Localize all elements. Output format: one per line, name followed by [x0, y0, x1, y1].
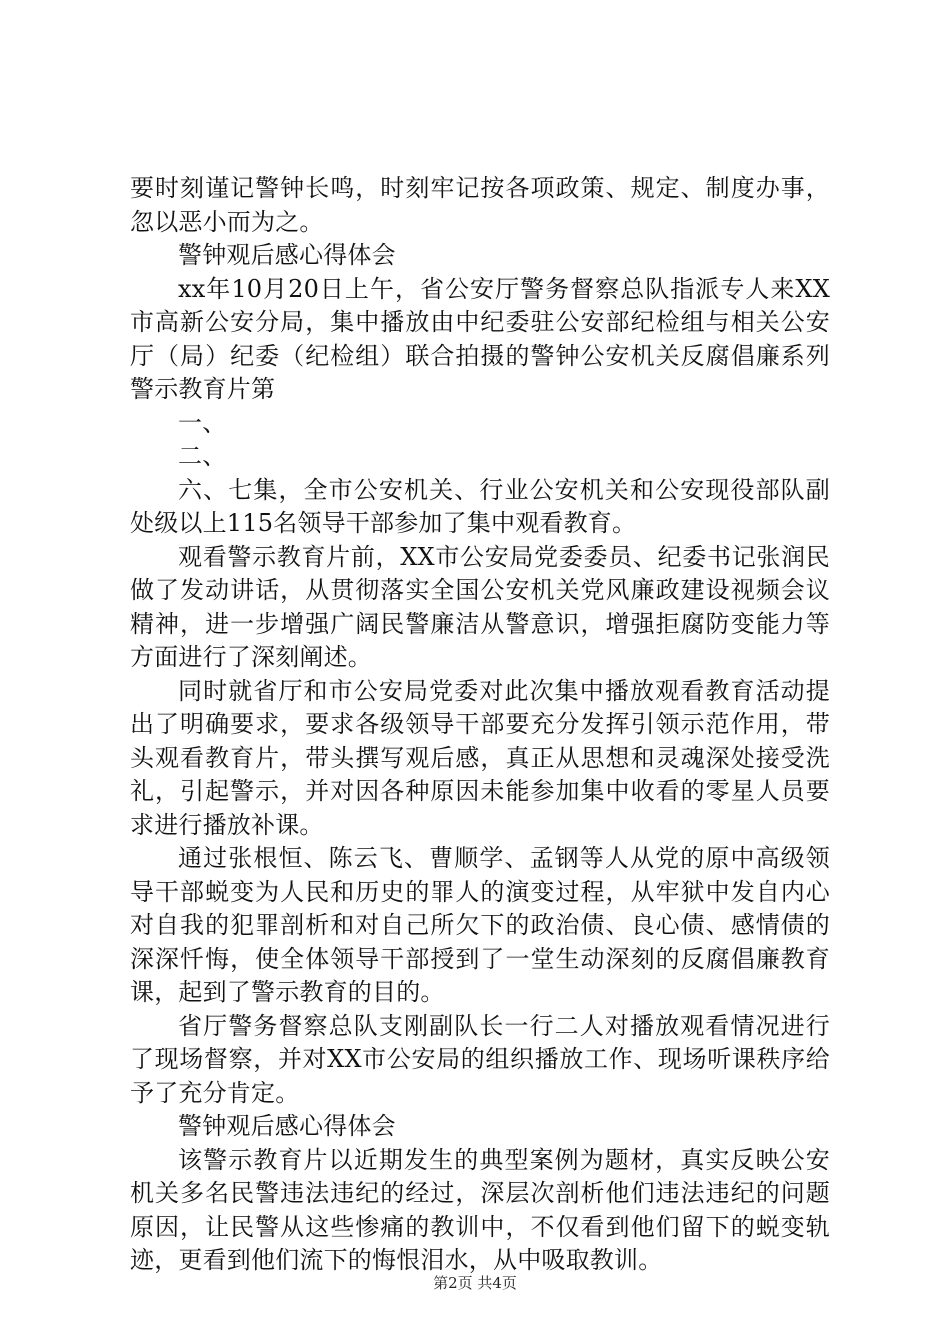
- paragraph-9: 通过张根恒、陈云飞、曹顺学、孟钢等人从党的原中高级领导干部蜕变为人民和历史的罪人的演变过程，从牢狱中发自内心对自我的犯罪剖析和对自己所欠下的政治债、良心债、感情债的深深忏悔，使全体领导干部授到了一堂生动深刻的反腐倡廉教育课，起到了警示教育的目的。: [130, 844, 830, 1006]
- paragraph-10: 省厅警务督察总队支刚副队长一行二人对播放观看情况进行了现场督察，并对XX市公安局的组织播放工作、现场听课秩序给予了充分肯定。: [130, 1011, 830, 1107]
- paragraph-5: 二、: [178, 442, 227, 470]
- paragraph-1: 要时刻谨记警钟长鸣，时刻牢记按各项政策、规定、制度办事，忽以恶小而为之。: [130, 174, 830, 236]
- page-footer: 第2页 共4页: [433, 1274, 517, 1292]
- paragraph-4: 一、: [178, 408, 227, 437]
- document-body: [130, 172, 830, 1278]
- section-heading-2: 警钟观后感心得体会: [178, 1112, 396, 1140]
- paragraph-12: 该警示教育片以近期发生的典型案例为题材，真实反映公安机关多名民警违法违纪的经过，深层次剖析他们违法违纪的问题原因，让民警从这些惨痛的教训中，不仅看到他们留下的蜕变轨迹，更看到他们流下的悔恨泪水，从中吸取教训。: [130, 1145, 830, 1274]
- section-heading-1: 警钟观后感心得体会: [178, 241, 396, 269]
- paragraph-7: 观看警示教育片前，XX市公安局党委委员、纪委书记张润民做了发动讲话，从贯彻落实全国公安机关党风廉政建设视频会议精神，进一步增强广阔民警廉洁从警意识，增强拒腐防变能力等方面进行了深刻阐述。: [130, 542, 830, 671]
- paragraph-3: xx年10月20日上午，省公安厅警务督察总队指派专人来XX市高新公安分局，集中播放由中纪委驻公安部纪检组与相关公安厅（局）纪委（纪检组）联合拍摄的警钟公安机关反腐倡廉系列警示教育片第: [130, 274, 830, 403]
- paragraph-8: 同时就省厅和市公安局党委对此次集中播放观看教育活动提出了明确要求，要求各级领导干部要充分发挥引领示范作用，带头观看教育片，带头撰写观后感，真正从思想和灵魂深处接受洗礼，引起警示，并对因各种原因未能参加集中收看的零星人员要求进行播放补课。: [130, 676, 830, 839]
- paragraph-6: 六、七集，全市公安机关、行业公安机关和公安现役部队副处级以上115名领导干部参加了集中观看教育。: [130, 475, 830, 537]
